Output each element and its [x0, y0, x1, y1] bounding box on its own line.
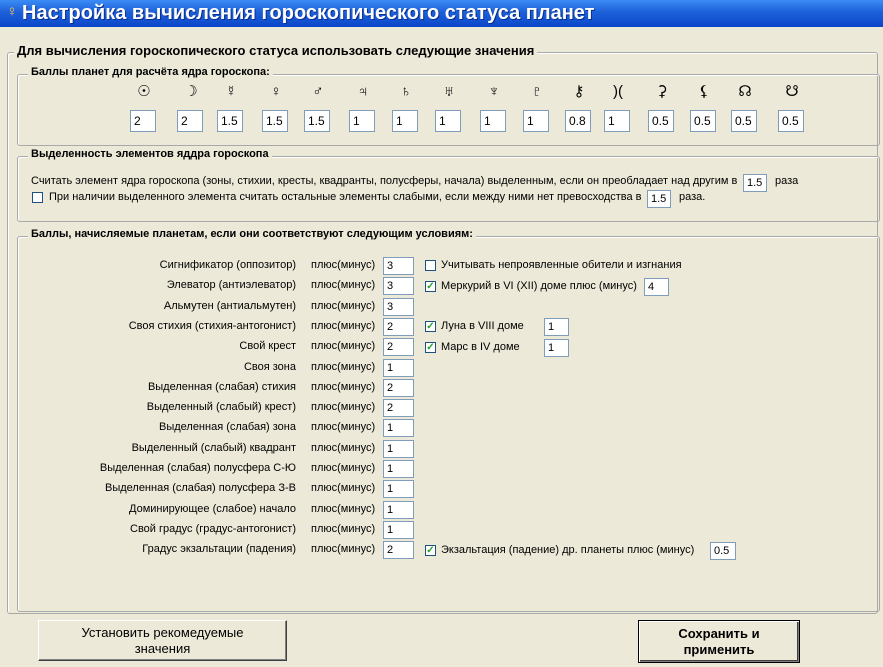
planet-score-input[interactable]: 1 — [604, 110, 630, 132]
condition-value-input[interactable]: 1 — [383, 521, 414, 539]
window-title: Настройка вычисления гороскопического статуса планет — [22, 2, 595, 24]
planet-score-input[interactable]: 1 — [480, 110, 506, 132]
planet-score-input[interactable]: 1 — [392, 110, 418, 132]
condition-value-input[interactable]: 1 — [383, 440, 414, 458]
condition-label: Выделенный (слабый) квадрант — [131, 442, 296, 454]
uranus-icon: ♅ — [443, 83, 455, 100]
set-recommended-button[interactable]: Установить рекомедуемые значения — [38, 620, 287, 661]
plus-minus-label: плюс(минус) — [311, 361, 376, 373]
condition-label: Альмутен (антиальмутен) — [163, 300, 296, 312]
condition-label: Сигнификатор (оппозитор) — [159, 259, 296, 271]
planet-score-input[interactable]: 1.5 — [262, 110, 288, 132]
plus-minus-label: плюс(минус) — [311, 442, 376, 454]
condition-value-input[interactable]: 1 — [383, 359, 414, 377]
planet-score-input[interactable]: 1 — [523, 110, 549, 132]
planet-score-input[interactable]: 0.5 — [778, 110, 804, 132]
elements-legend: Выделенность элементов яддра гороскопа — [28, 148, 272, 160]
title-bar — [0, 0, 883, 27]
moon-icon: ☽ — [184, 83, 198, 100]
proserpina-icon: )( — [613, 83, 623, 100]
mars-label: Марс в IV доме — [441, 341, 520, 353]
condition-value-input[interactable]: 2 — [383, 541, 414, 559]
lilith-icon: ⚸ — [698, 83, 710, 100]
planet-score-input[interactable]: 0.8 — [565, 110, 591, 132]
condition-value-input[interactable]: 2 — [383, 379, 414, 397]
elements-threshold-text: Считать элемент ядра гороскопа (зоны, стихии, кресты, квадранты, полусферы, начала) выделенным, если он преобладает над другим в — [31, 175, 738, 187]
planet-scores-legend: Баллы планет для расчёта ядра гороскопа: — [28, 66, 273, 78]
condition-value-input[interactable]: 2 — [383, 338, 414, 356]
condition-label: Выделенная (слабая) зона — [158, 421, 296, 433]
weak-elements-suffix: раза. — [679, 191, 706, 203]
condition-label: Выделенная (слабая) полусфера З-В — [104, 482, 296, 494]
condition-value-input[interactable]: 1 — [383, 460, 414, 478]
main-settings-legend: Для вычисления гороскопического статуса использовать следующие значения — [14, 43, 537, 58]
conditions-legend: Баллы, начисляемые планетам, если они соответствуют следующим условиям: — [28, 228, 476, 240]
condition-label: Выделенная (слабая) стихия — [147, 381, 296, 393]
condition-value-input[interactable]: 3 — [383, 277, 414, 295]
planet-score-input[interactable]: 2 — [177, 110, 203, 132]
pluto-icon: ♇ — [531, 83, 543, 100]
mars-check-mark: ✓ — [426, 342, 435, 353]
condition-value-input[interactable]: 1 — [383, 501, 414, 519]
unmanifest-checkbox[interactable] — [425, 260, 436, 271]
plus-minus-label: плюс(минус) — [311, 523, 376, 535]
plus-minus-label: плюс(минус) — [311, 503, 376, 515]
mercury-check-mark: ✓ — [426, 281, 435, 292]
planet-score-input[interactable]: 1.5 — [217, 110, 243, 132]
elements-threshold-input[interactable]: 1.5 — [743, 174, 767, 192]
plus-minus-label: плюс(минус) — [311, 401, 376, 413]
weak-elements-text: При наличии выделенного элемента считать остальные элементы слабыми, если между ними нет превосходства в — [49, 191, 642, 203]
condition-value-input[interactable]: 1 — [383, 419, 414, 437]
moon-check-mark: ✓ — [426, 321, 435, 332]
condition-label: Своя стихия (стихия-антогонист) — [128, 320, 296, 332]
plus-minus-label: плюс(минус) — [311, 259, 376, 271]
plus-minus-label: плюс(минус) — [311, 381, 376, 393]
condition-label: Доминирующее (слабое) начало — [129, 503, 296, 515]
jupiter-icon: ♃ — [357, 83, 369, 100]
plus-minus-label: плюс(минус) — [311, 300, 376, 312]
condition-label: Выделенная (слабая) полусфера С-Ю — [99, 462, 296, 474]
chiron-icon: ⚷ — [573, 83, 585, 100]
exaltation-checkbox[interactable] — [425, 545, 436, 556]
condition-value-input[interactable]: 3 — [383, 257, 414, 275]
neptune-icon: ♆ — [488, 83, 500, 100]
condition-label: Выделенный (слабый) крест) — [146, 401, 296, 413]
mars-checkbox[interactable] — [425, 342, 436, 353]
mercury-label: Меркурий в VI (XII) доме плюс (минус) — [441, 280, 637, 292]
save-apply-button[interactable]: Сохранить и применить — [638, 620, 800, 663]
plus-minus-label: плюс(минус) — [311, 543, 376, 555]
moon-label: Луна в VIII доме — [441, 320, 524, 332]
mercury-icon: ☿ — [225, 83, 237, 100]
exaltation-label: Экзальтация (падение) др. планеты плюс (минус) — [441, 544, 695, 556]
mercury-checkbox[interactable] — [425, 281, 436, 292]
planet-score-input[interactable]: 1 — [435, 110, 461, 132]
planet-score-input[interactable]: 2 — [130, 110, 156, 132]
planet-score-input[interactable]: 0.5 — [648, 110, 674, 132]
moon-checkbox[interactable] — [425, 321, 436, 332]
plus-minus-label: плюс(минус) — [311, 421, 376, 433]
mars-input[interactable]: 1 — [544, 339, 569, 357]
condition-label: Свой крест — [239, 340, 296, 352]
elements-threshold-suffix: раза — [775, 175, 799, 187]
plus-minus-label: плюс(минус) — [311, 320, 376, 332]
plus-minus-label: плюс(минус) — [311, 340, 376, 352]
saturn-icon: ♄ — [400, 83, 412, 100]
north-node-icon: ☊ — [738, 83, 752, 100]
moon-input[interactable]: 1 — [544, 318, 569, 336]
condition-value-input[interactable]: 2 — [383, 399, 414, 417]
condition-label: Градус экзальтации (падения) — [142, 543, 296, 555]
ceres-icon: ⚳ — [656, 83, 668, 100]
planet-score-input[interactable]: 1 — [349, 110, 375, 132]
exaltation-input[interactable]: 0.5 — [710, 542, 736, 560]
condition-value-input[interactable]: 3 — [383, 298, 414, 316]
plus-minus-label: плюс(минус) — [311, 279, 376, 291]
weak-elements-checkbox[interactable] — [32, 192, 43, 203]
mercury-input[interactable]: 4 — [644, 278, 669, 296]
sun-icon: ☉ — [137, 83, 151, 100]
condition-value-input[interactable]: 1 — [383, 480, 414, 498]
condition-label: Элеватор (антиэлеватор) — [166, 279, 296, 291]
planet-score-input[interactable]: 0.5 — [690, 110, 716, 132]
exaltation-check-mark: ✓ — [426, 545, 435, 556]
unmanifest-label: Учитывать непроявленные обители и изгнания — [441, 259, 682, 271]
mars-icon: ♂ — [312, 83, 324, 100]
plus-minus-label: плюс(минус) — [311, 462, 376, 474]
condition-value-input[interactable]: 2 — [383, 318, 414, 336]
condition-label: Своя зона — [243, 361, 296, 373]
condition-label: Свой градус (градус-антогонист) — [130, 523, 296, 535]
plus-minus-label: плюс(минус) — [311, 482, 376, 494]
weak-elements-input[interactable]: 1.5 — [647, 190, 671, 208]
venus-icon: ♀ — [270, 83, 282, 100]
venus-glyph-icon: ♀ — [6, 3, 18, 20]
south-node-icon: ☋ — [785, 83, 799, 100]
planet-score-input[interactable]: 0.5 — [731, 110, 757, 132]
planet-score-input[interactable]: 1.5 — [304, 110, 330, 132]
